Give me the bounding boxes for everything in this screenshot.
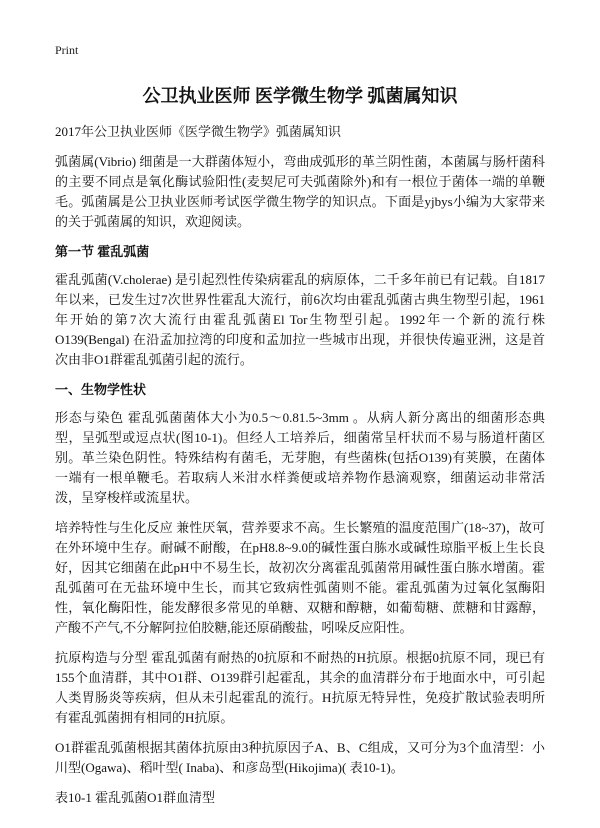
print-link[interactable]: Print xyxy=(55,43,79,57)
serotype-paragraph: O1群霍乱弧菌根据其菌体抗原由3种抗原因子A、B、C组成，又可分为3个血清型：小川型(Ogawa)、稻叶型( Inaba)、和彦岛型(Hikojima)( 表10-1)。 xyxy=(55,740,545,775)
cholera-overview-paragraph: 霍乱弧菌(V.cholerae) 是引起烈性传染病霍乱的病原体，二千多年前已有记载。自1817年以来，已发生过7次世界性霍乱大流行，前6次均由霍乱弧菌古典生物型引起，1961年开始的第7次大流行由霍乱弧菌El Tor生物型引起。1992年一个新的流行株O139(Bengal) 在沿孟加拉湾的印度和孟加拉一些城市出现，并很快传遍亚洲，这是首次由非O1群霍乱弧菌引起的流行。 xyxy=(55,272,545,367)
culture-paragraph: 培养特性与生化反应 兼性厌氧，营养要求不高。生长繁殖的温度范围广(18~37)，故可在外环境中生存。耐碱不耐酸，在pH8.8~9.0的碱性蛋白胨水或碱性琼脂平板上生长良好，因其它细菌在此pH中不易生长，故初次分离霍乱弧菌常用碱性蛋白胨水增菌。霍乱弧菌可在无盐环境中生长，而其它致病性弧菌则不能。霍乱弧菌为过氧化氢酶阳性，氧化酶阳性，能发酵很多常见的单糖、双糖和醇糖，如葡萄糖、蔗糖和甘露醇，产酸不产气,不分解阿拉伯胶糖,能还原硝酸盐，吲哚反应阳性。 xyxy=(55,520,545,635)
table-caption: 表10-1 霍乱弧菌O1群血清型 xyxy=(55,790,215,805)
page-title: 公卫执业医师 医学微生物学 弧菌属知识 xyxy=(142,86,458,106)
antigen-paragraph: 抗原构造与分型 霍乱弧菌有耐热的0抗原和不耐热的H抗原。根据0抗原不同，现已有155个血清群，其中O1群、O139群引起霍乱，其余的血清群分布于地面水中，可引起人类胃肠炎等疾病，但从未引起霍乱的流行。H抗原无特异性，免疫扩散试验表明所有霍乱弧菌拥有相同的H抗原。 xyxy=(55,650,545,725)
morphology-paragraph: 形态与染色 霍乱弧菌菌体大小为0.5～0.81.5~3mm 。从病人新分离出的细菌形态典型，呈弧型或逗点状(图10-1)。但经人工培养后，细菌常呈杆状而不易与肠道杆菌区别。革兰染色阴性。特殊结构有菌毛，无芽胞，有些菌株(包括O139)有荚膜，在菌体一端有一根单鞭毛。若取病人米泔水样粪便或培养物作悬滴观察，细菌运动非常活泼，呈穿梭样或流星状。 xyxy=(55,410,546,505)
document-subtitle: 2017年公卫执业医师《医学微生物学》弧菌属知识 xyxy=(55,124,342,139)
section-heading-cholera: 第一节 霍乱弧菌 xyxy=(55,244,150,259)
intro-paragraph: 弧菌属(Vibrio) 细菌是一大群菌体短小，弯曲成弧形的革兰阴性菌，本菌属与肠杆菌科的主要不同点是氧化酶试验阳性(麦契尼可夫弧菌除外)和有一根位于菌体一端的单鞭毛。弧菌属是公卫执业医师考试医学微生物学的知识点。下面是yjbys小编为大家带来的关于弧菌属的知识，欢迎阅读。 xyxy=(55,154,545,229)
subsection-heading-biology: 一、生物学性状 xyxy=(55,382,147,397)
